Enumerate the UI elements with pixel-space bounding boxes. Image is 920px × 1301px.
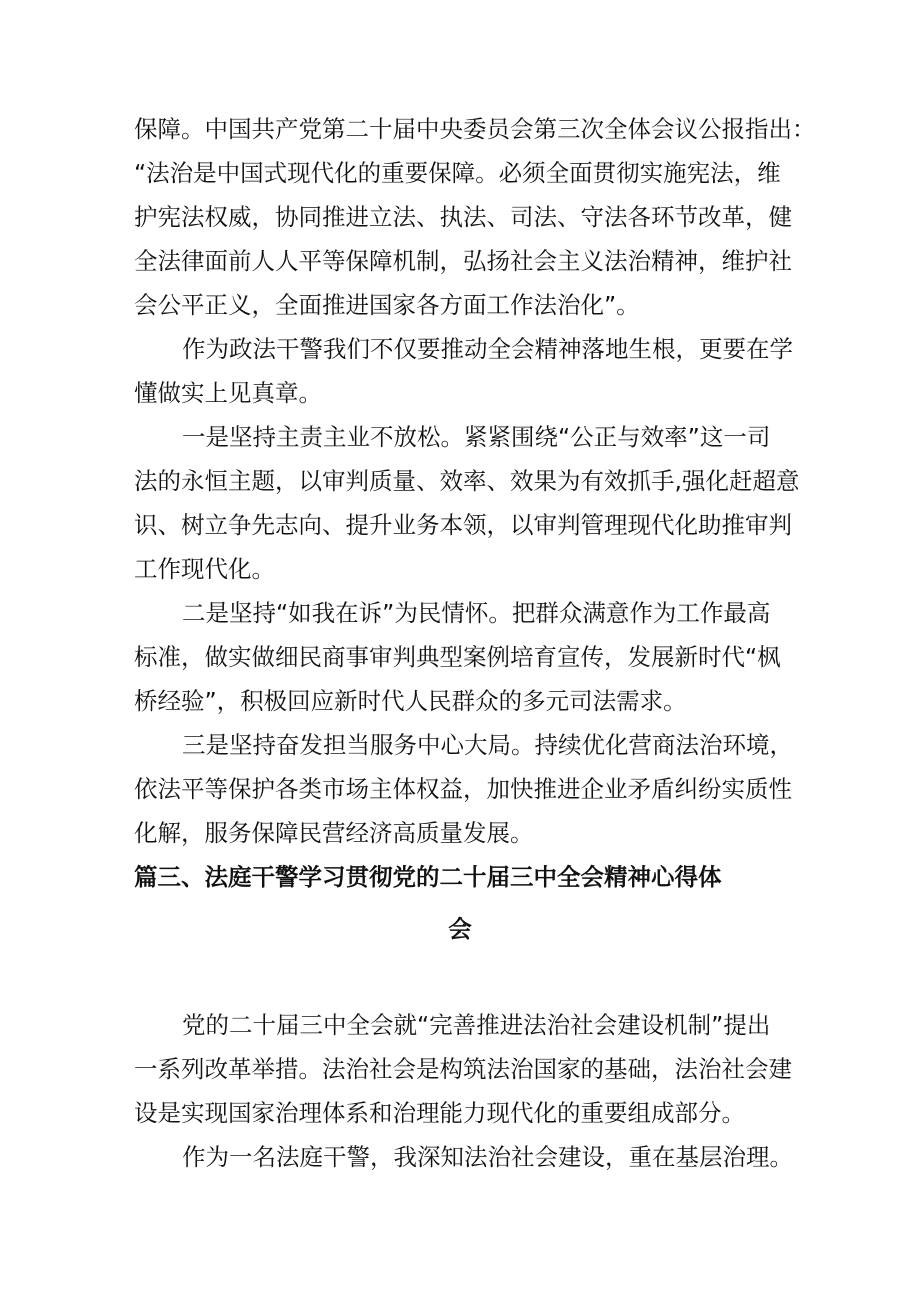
- text-line: 设是实现国家治理体系和治理能力现代化的重要组成部分。: [134, 1099, 745, 1127]
- text-line: 作为政法干警我们不仅要推动全会精神落地生根，更要在学: [182, 335, 793, 363]
- text-line: 法的永恒主题，以审判质量、效率、效果为有效抓手,强化赶超意: [134, 467, 800, 495]
- text-line: 标准，做实做细民商事审判典型案例培育宣传，发展新时代“枫: [134, 643, 781, 671]
- text-line: 护宪法权威，协同推进立法、执法、司法、守法各环节改革，健: [134, 203, 792, 231]
- text-line: 会公平正义，全面推进国家各方面工作法治化”。: [134, 291, 640, 319]
- text-line: 懂做实上见真章。: [134, 379, 322, 407]
- text-line: 一系列改革举措。法治社会是构筑法治国家的基础，法治社会建: [134, 1055, 792, 1083]
- text-line: 党的二十届三中全会就“完善推进法治社会建设机制”提出: [182, 1011, 771, 1039]
- text-line: 保障。中国共产党第二十届中央委员会第三次全体会议公报指出：: [134, 115, 816, 143]
- section-heading-continuation: 会: [448, 915, 472, 943]
- text-line: 三是坚持奋发担当服务中心大局。持续优化营商法治环境，: [182, 731, 793, 759]
- text-line: 全法律面前人人平等保障机制，弘扬社会主义法治精神，维护社: [134, 247, 792, 275]
- text-line: 化解，服务保障民营经济高质量发展。: [134, 819, 534, 847]
- text-line: 作为一名法庭干警，我深知法治社会建设，重在基层治理。: [182, 1143, 793, 1171]
- text-line: 一是坚持主责主业不放松。紧紧围绕“公正与效率”这一司: [182, 423, 771, 451]
- text-line: 依法平等保护各类市场主体权益，加快推进企业矛盾纠纷实质性: [134, 775, 792, 803]
- section-heading: 篇三、法庭干警学习贯彻党的二十届三中全会精神心得体: [134, 863, 722, 891]
- text-line: 二是坚持“如我在诉”为民情怀。把群众满意作为工作最高: [182, 599, 771, 627]
- text-line: 识、树立争先志向、提升业务本领，以审判管理现代化助推审判: [134, 511, 792, 539]
- text-line: 桥经验”，积极回应新时代人民群众的多元司法需求。: [134, 687, 687, 715]
- text-line: “法治是中国式现代化的重要保障。必须全面贯彻实施宪法，维: [134, 159, 781, 187]
- text-line: 工作现代化。: [134, 555, 275, 583]
